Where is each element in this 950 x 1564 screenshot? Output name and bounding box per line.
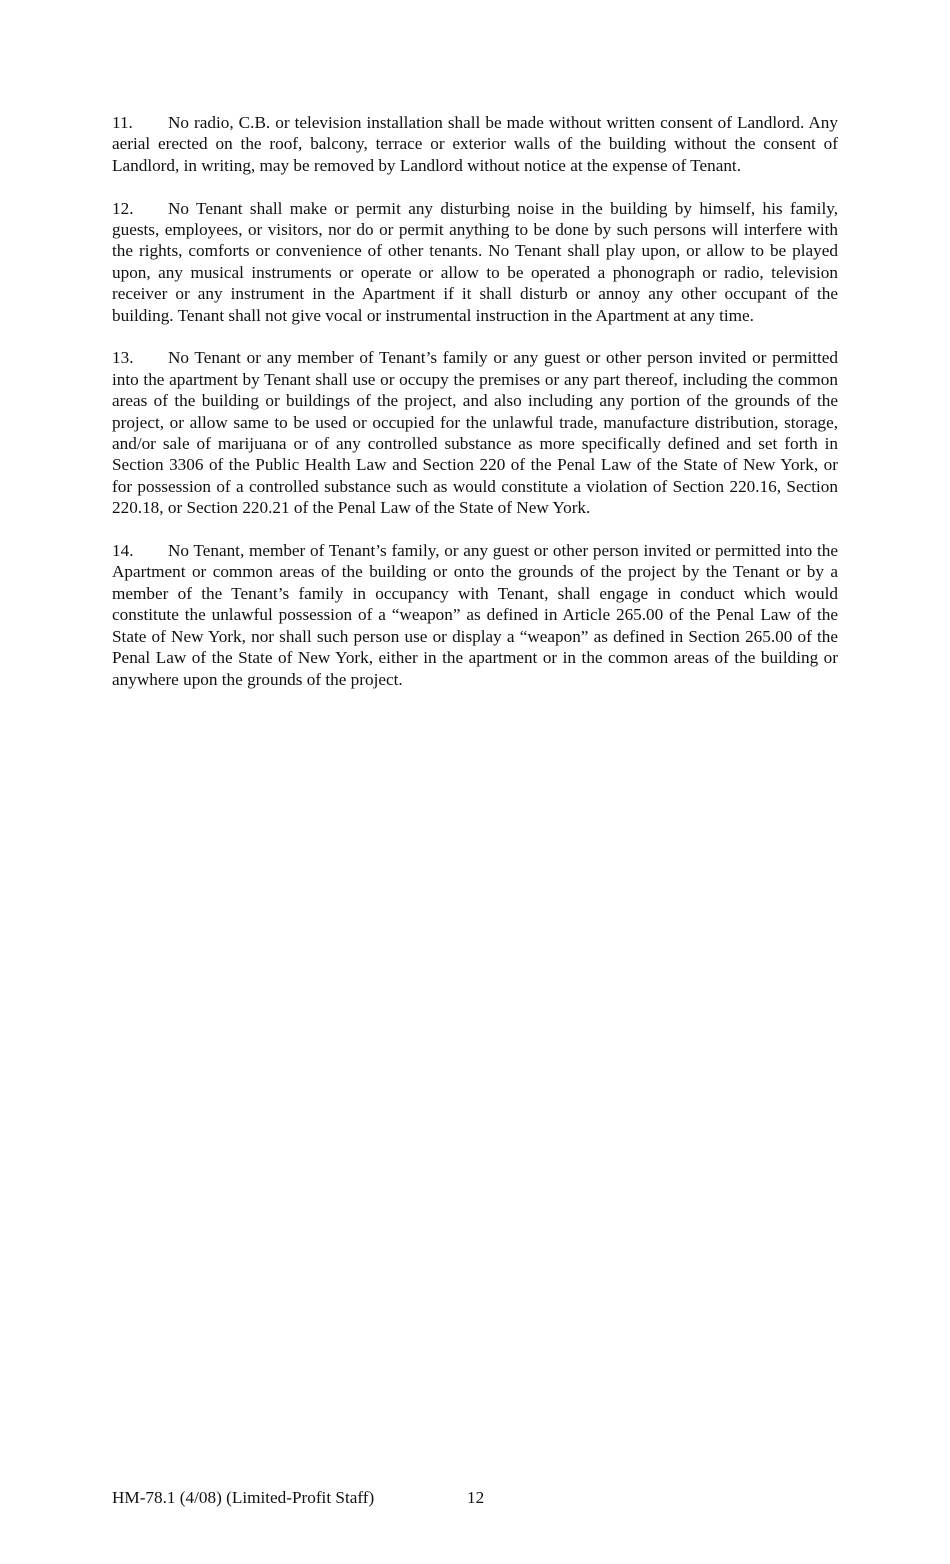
rules-section: [112, 112, 838, 711]
page-footer: [112, 1487, 484, 1508]
rule-paragraph-11: [112, 112, 838, 176]
rule-number: 11.: [112, 113, 133, 132]
page-number: 12: [467, 1488, 485, 1507]
rule-number: 12.: [112, 198, 134, 218]
rule-number: 13.: [112, 348, 134, 368]
rule-paragraph-13: [112, 347, 838, 518]
rule-paragraph-12: [112, 198, 838, 326]
rule-text: No Tenant or any member of Tenant’s family or any guest or other person invited or permitted into the apartment by Tenant shall use or occupy the premises or any part thereof, including the common areas of the building or buildings of the project, and also including any portion of the grounds of the project, or allow same to be used or occupied for the unlawful trade, manufacture distribution, storage, and/or sale of marijuana or of any controlled substance as more specifically defined and set forth in Section 3306 of the Public Health Law and Section 220 of the Penal Law of the State of New York, or for possession of a controlled substance such as would constitute a violation of Section 220.16, Section 220.18, or Section 220.21 of the Penal Law of the State of New York.: [112, 348, 838, 518]
rule-number: 14.: [112, 541, 134, 561]
rule-text: No radio, C.B. or television installation shall be made without written consent of Landlord. Any aerial erected on the roof, balcony, terrace or exterior walls of the building without the consent of Landlord, in writing, may be removed by Landlord without notice at the expense of Tenant.: [112, 113, 838, 175]
rule-text: No Tenant, member of Tenant’s family, or any guest or other person invited or permitted into the Apartment or common areas of the building or onto the grounds of the project by the Tenant or by a member of the Tenant’s family in occupancy with Tenant, shall engage in conduct which would constitute the unlawful possession of a “weapon” as defined in Article 265.00 of the Penal Law of the State of New York, nor shall such person use or display a “weapon” as defined in Section 265.00 of the Penal Law of the State of New York, either in the apartment or in the common areas of the building or anywhere upon the grounds of the project.: [112, 541, 838, 689]
form-identifier: HM-78.1 (4/08) (Limited-Profit Staff): [112, 1488, 375, 1507]
rule-text: No Tenant shall make or permit any disturbing noise in the building by himself, his family, guests, employees, or visitors, nor do or permit anything to be done by such persons will interfere with the rights, comforts or convenience of other tenants. No Tenant shall play upon, or allow to be played upon, any musical instruments or operate or allow to be operated a phonograph or radio, television receiver or any instrument in the Apartment if it shall disturb or annoy any other occupant of the building. Tenant shall not give vocal or instrumental instruction in the Apartment at any time.: [112, 198, 838, 325]
rule-paragraph-14: [112, 540, 838, 690]
